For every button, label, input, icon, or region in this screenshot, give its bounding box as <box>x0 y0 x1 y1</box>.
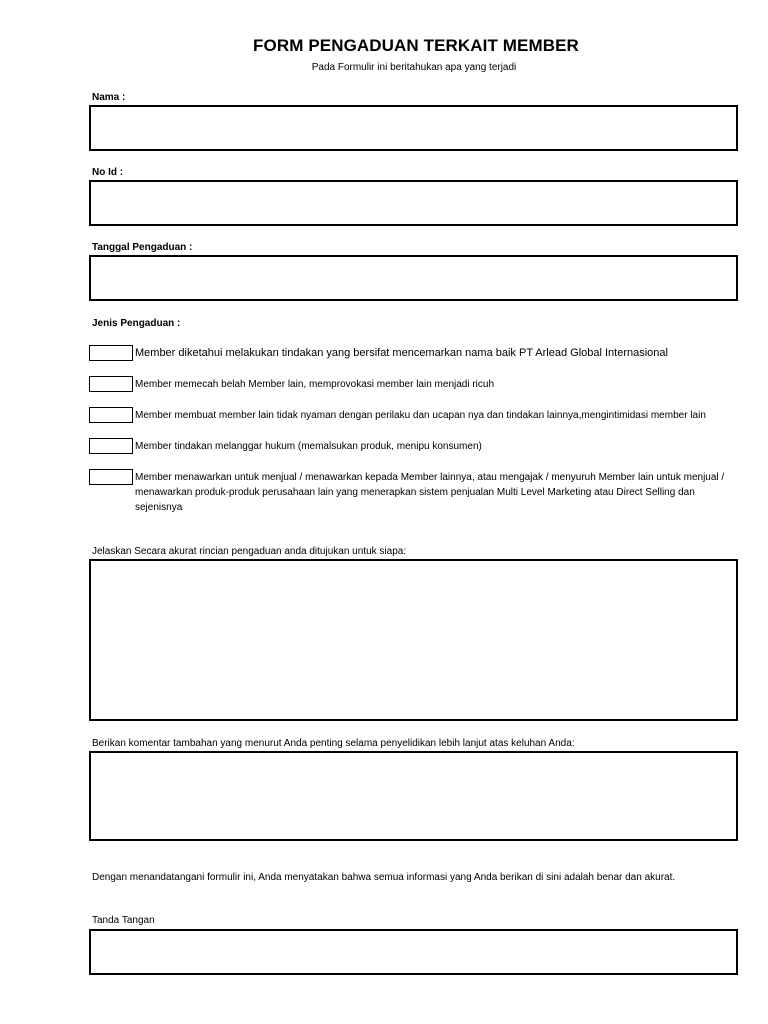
option-checkbox-2[interactable] <box>89 376 133 392</box>
komentar-textarea[interactable] <box>89 751 738 841</box>
option-checkbox-1[interactable] <box>89 345 133 361</box>
no-id-field[interactable] <box>89 180 738 226</box>
tanda-tangan-label: Tanda Tangan <box>92 915 155 926</box>
option-checkbox-5[interactable] <box>89 469 133 485</box>
tanggal-pengaduan-field[interactable] <box>89 255 738 301</box>
tanggal-pengaduan-label: Tanggal Pengaduan : <box>92 242 193 253</box>
option-label-3: Member membuat member lain tidak nyaman dengan perilaku dan ucapan nya dan tindakan lainnya,mengintimidasi member lain <box>135 410 706 421</box>
option-label-5: Member menawarkan untuk menjual / menawarkan kepada Member lainnya, atau mengajak / menyuruh Member lain untuk menjual / menawarkan produk-produk perusahaan lain yang menerapkan sistem penjualan Multi Level Marketing atau Direct Selling dan sejenisnya <box>135 472 725 513</box>
option-checkbox-3[interactable] <box>89 407 133 423</box>
tanda-tangan-field[interactable] <box>89 929 738 975</box>
rincian-label: Jelaskan Secara akurat rincian pengaduan anda ditujukan untuk siapa: <box>92 546 407 557</box>
form-subtitle: Pada Formulir ini beritahukan apa yang terjadi <box>311 62 517 73</box>
option-label-2: Member memecah belah Member lain, memprovokasi member lain menjadi ricuh <box>135 379 495 390</box>
jenis-pengaduan-label: Jenis Pengaduan : <box>92 318 181 329</box>
option-label-4: Member tindakan melanggar hukum (memalsukan produk, menipu konsumen) <box>135 441 482 452</box>
rincian-textarea[interactable] <box>89 559 738 721</box>
nama-label: Nama : <box>92 92 126 103</box>
option-label-1: Member diketahui melakukan tindakan yang bersifat mencemarkan nama baik PT Arlead Global Internasional <box>135 347 668 359</box>
nama-field[interactable] <box>89 105 738 151</box>
statement-text: Dengan menandatangani formulir ini, Anda menyatakan bahwa semua informasi yang Anda berikan di sini adalah benar dan akurat. <box>92 872 676 883</box>
option-checkbox-4[interactable] <box>89 438 133 454</box>
no-id-label: No Id : <box>92 167 124 178</box>
form-title: FORM PENGADUAN TERKAIT MEMBER <box>253 36 579 55</box>
komentar-label: Berikan komentar tambahan yang menurut Anda penting selama penyelidikan lebih lanjut atas keluhan Anda: <box>92 738 575 749</box>
